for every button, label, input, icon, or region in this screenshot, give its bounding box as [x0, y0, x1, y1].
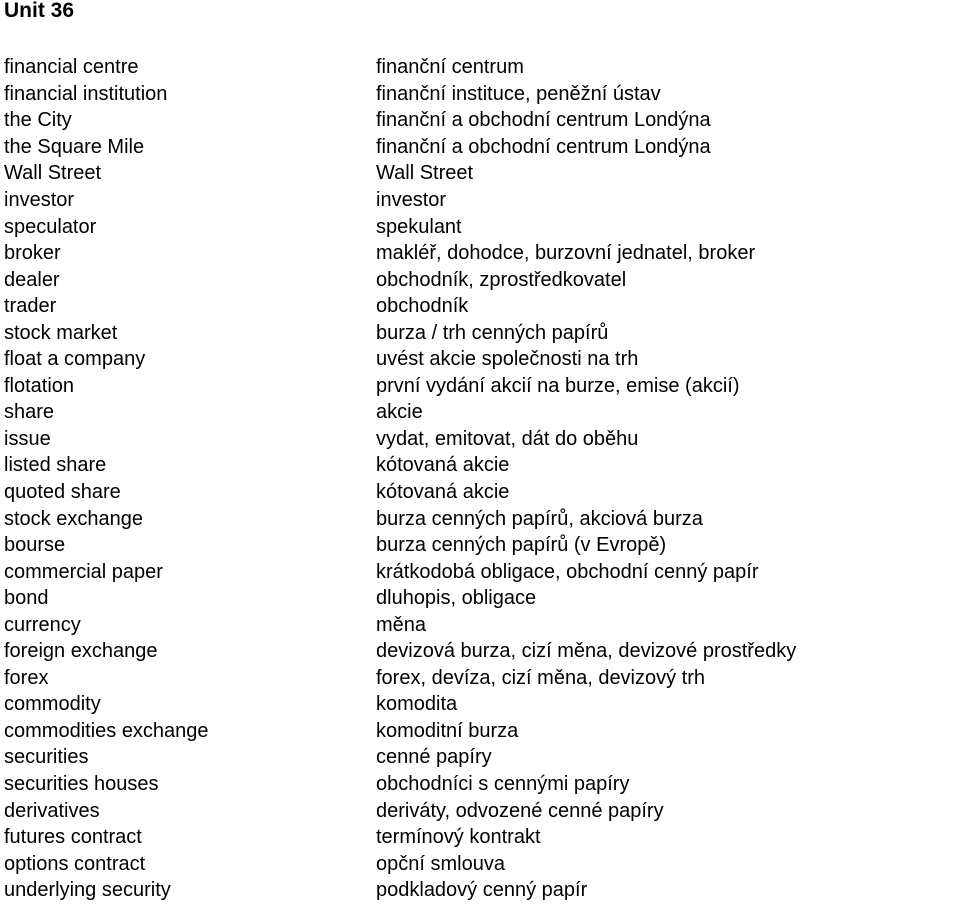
czech-translation: makléř, dohodce, burzovní jednatel, broker — [376, 242, 756, 265]
vocab-row — [0, 611, 960, 638]
vocab-row — [0, 479, 960, 506]
english-term: financial institution — [4, 82, 168, 105]
czech-translation: komoditní burza — [376, 719, 519, 742]
english-term: broker — [4, 242, 61, 265]
vocabulary-list — [0, 54, 960, 904]
english-term: commodity — [4, 693, 101, 716]
vocab-row — [0, 771, 960, 798]
czech-translation: burza cenných papírů, akciová burza — [376, 507, 703, 530]
czech-translation: kótovaná akcie — [376, 454, 510, 477]
vocab-row — [0, 134, 960, 161]
czech-translation: kótovaná akcie — [376, 481, 510, 504]
vocab-row — [0, 319, 960, 346]
vocab-row — [0, 718, 960, 745]
vocab-row — [0, 850, 960, 877]
czech-translation: uvést akcie společnosti na trh — [376, 348, 639, 371]
english-term: the City — [4, 109, 72, 132]
english-term: trader — [4, 295, 57, 318]
czech-translation: termínový kontrakt — [376, 826, 541, 849]
english-term: securities houses — [4, 773, 159, 796]
vocab-row — [0, 160, 960, 187]
czech-translation: finanční instituce, peněžní ústav — [376, 82, 661, 105]
vocab-row — [0, 213, 960, 240]
vocab-row — [0, 532, 960, 559]
vocab-row — [0, 744, 960, 771]
english-term: commercial paper — [4, 560, 163, 583]
english-term: investor — [4, 189, 75, 211]
english-term: financial centre — [4, 56, 139, 79]
czech-translation: finanční a obchodní centrum Londýna — [376, 109, 711, 132]
english-term: share — [4, 401, 55, 424]
english-term: quoted share — [4, 481, 121, 504]
czech-translation: vydat, emitovat, dát do oběhu — [376, 427, 639, 450]
vocab-row — [0, 399, 960, 426]
english-term: stock exchange — [4, 507, 143, 530]
english-term: float a company — [4, 348, 146, 371]
english-term: flotation — [4, 374, 75, 397]
czech-translation: forex, devíza, cizí měna, devizový trh — [376, 666, 706, 689]
vocab-row — [0, 452, 960, 479]
vocab-row — [0, 877, 960, 904]
vocab-row — [0, 293, 960, 320]
czech-translation: obchodník, zprostředkovatel — [376, 268, 627, 291]
vocab-row — [0, 373, 960, 400]
vocab-row — [0, 638, 960, 665]
vocab-row — [0, 426, 960, 453]
czech-translation: akcie — [376, 401, 423, 424]
czech-translation: obchodník — [376, 295, 469, 318]
english-term: the Square Mile — [4, 135, 145, 158]
vocab-row — [0, 266, 960, 293]
czech-translation: cenné papíry — [376, 746, 492, 769]
czech-translation: spekulant — [376, 215, 462, 238]
vocab-row — [0, 585, 960, 612]
english-term: listed share — [4, 454, 107, 477]
english-term: issue — [4, 427, 51, 450]
vocab-row — [0, 346, 960, 373]
czech-translation: první vydání akcií na burze, emise (akcií) — [376, 374, 740, 397]
czech-translation: finanční centrum — [376, 56, 524, 79]
english-term: commodities exchange — [4, 719, 209, 742]
vocab-row — [0, 107, 960, 134]
english-term: foreign exchange — [4, 640, 158, 663]
czech-translation: burza / trh cenných papírů — [376, 321, 609, 344]
english-term: forex — [4, 666, 49, 689]
vocab-row — [0, 558, 960, 585]
english-term: futures contract — [4, 826, 142, 849]
english-term: options contract — [4, 852, 146, 875]
vocab-row — [0, 240, 960, 267]
czech-translation: finanční a obchodní centrum Londýna — [376, 135, 711, 158]
vocab-row — [0, 54, 960, 81]
czech-translation: dluhopis, obligace — [376, 587, 537, 610]
vocab-row — [0, 81, 960, 108]
english-term: bond — [4, 587, 49, 610]
vocab-row — [0, 797, 960, 824]
czech-translation: obchodníci s cennými papíry — [376, 773, 630, 796]
czech-translation: komodita — [376, 693, 458, 716]
english-term: bourse — [4, 534, 66, 557]
vocab-row — [0, 824, 960, 851]
czech-translation: opční smlouva — [376, 852, 505, 875]
czech-translation: deriváty, odvozené cenné papíry — [376, 799, 664, 822]
english-term: derivatives — [4, 799, 100, 822]
czech-translation: devizová burza, cizí měna, devizové prostředky — [376, 640, 797, 663]
english-term: dealer — [4, 268, 60, 291]
english-term: speculator — [4, 215, 97, 238]
czech-translation: krátkodobá obligace, obchodní cenný papír — [376, 560, 759, 583]
czech-translation: měna — [376, 613, 427, 636]
english-term: underlying security — [4, 879, 171, 902]
unit-title: Unit 36 — [4, 0, 75, 22]
english-term: stock market — [4, 321, 118, 344]
czech-translation: burza cenných papírů (v Evropě) — [376, 534, 667, 557]
czech-translation: Wall Street — [376, 162, 474, 185]
english-term: Wall Street — [4, 162, 102, 185]
vocab-row — [0, 665, 960, 692]
vocab-row — [0, 505, 960, 532]
czech-translation: investor — [376, 189, 447, 211]
vocab-row — [0, 187, 960, 214]
vocab-row — [0, 691, 960, 718]
czech-translation: podkladový cenný papír — [376, 879, 588, 902]
english-term: currency — [4, 613, 81, 636]
english-term: securities — [4, 746, 89, 769]
